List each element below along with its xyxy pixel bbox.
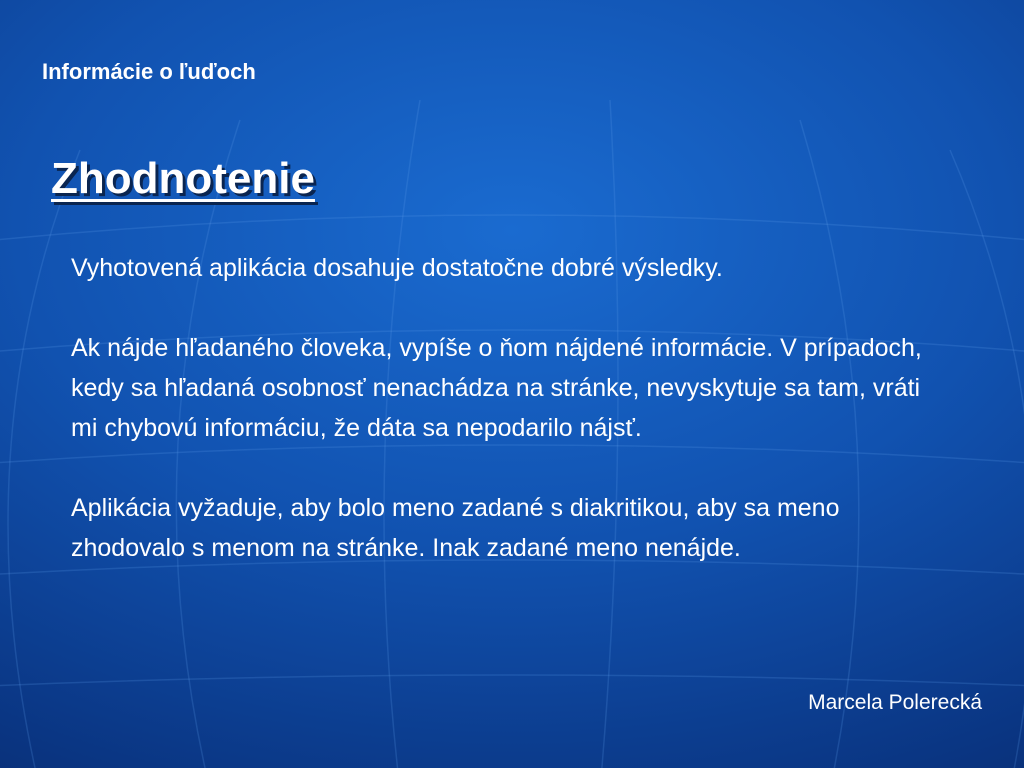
slide-title: Zhodnotenie [51,154,315,203]
author-name: Marcela Polerecká [808,691,982,714]
paragraph-summary: Vyhotovená aplikácia dosahuje dostatočne dobré výsledky. [71,254,723,282]
paragraph-requirement: Aplikácia vyžaduje, aby bolo meno zadané s diakritikou, aby sa meno zhodovalo s menom na stránke. Inak zadané meno nenájde. [71,494,840,562]
slide-header: Informácie o ľuďoch [42,59,256,84]
paragraph-behavior: Ak nájde hľadaného človeka, vypíše o ňom nájdené informácie. V prípadoch, kedy sa hľadaná osobnosť nenachádza na stránke, nevyskytuje sa tam, vráti mi chybovú informáciu, že dáta sa nepodarilo nájsť. [71,334,922,442]
slide-body [71,248,941,608]
